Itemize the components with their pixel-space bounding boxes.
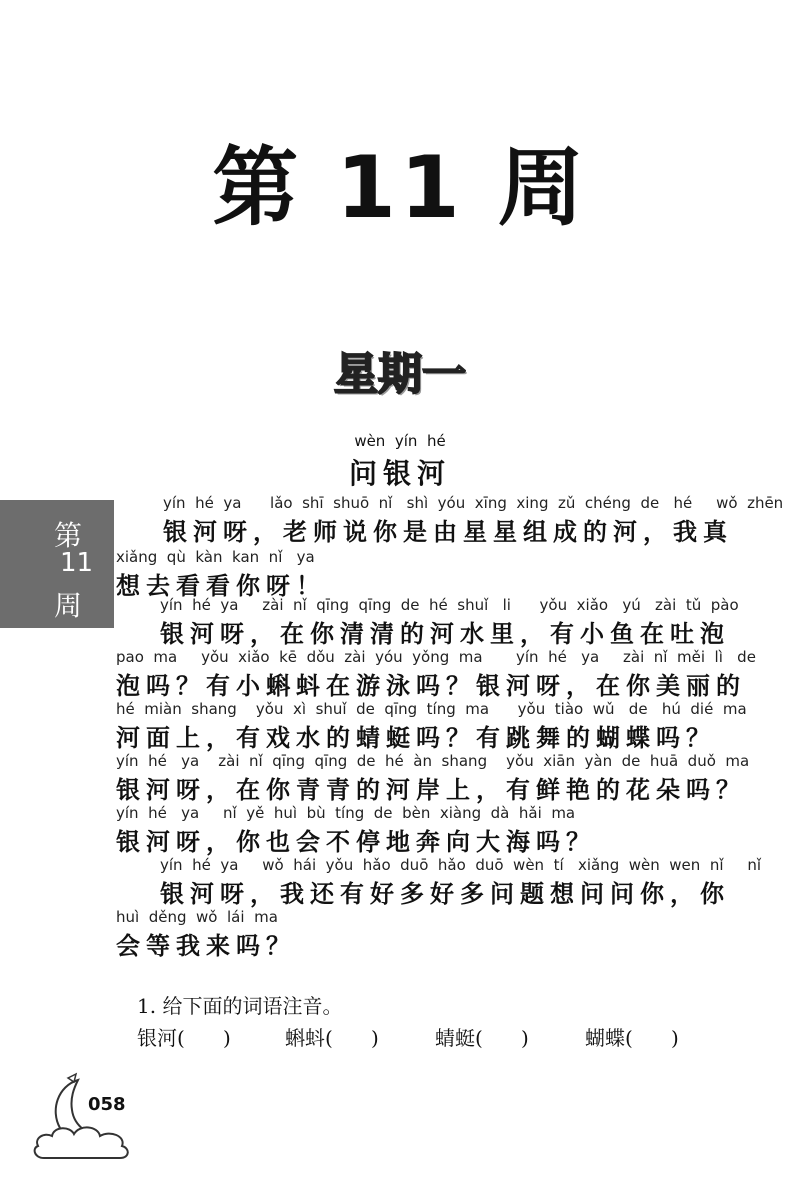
exercise-word-1: 银河( ): [137, 1026, 231, 1050]
moon-cloud-icon: [30, 1072, 140, 1162]
side-tab: [0, 500, 114, 628]
poem-line-5: 河面上，有戏水的蜻蜓吗？有跳舞的蝴蝶吗？: [116, 723, 716, 752]
poem-line-2-pinyin: xiǎng qù kàn kan nǐ ya: [116, 548, 315, 566]
side-tab-line2: 11: [60, 548, 94, 578]
poem-line-9-pinyin: huì děng wǒ lái ma: [116, 908, 278, 926]
poem-title: 问银河: [348, 457, 451, 490]
exercise-word-2: 蝌蚪( ): [285, 1026, 379, 1050]
week-title: 第 11 周: [212, 138, 588, 238]
poem-line-4-pinyin: pao ma yǒu xiǎo kē dǒu zài yóu yǒng ma yín hé ya zài nǐ měi lì de: [116, 648, 756, 666]
poem-line-8-pinyin: yín hé ya wǒ hái yǒu hǎo duō hǎo duō wèn tí xiǎng wèn wen nǐ nǐ: [160, 856, 762, 874]
day-title: 星期一: [334, 349, 466, 400]
exercise-question: 1. 给下面的词语注音。: [137, 994, 343, 1018]
poem-line-6-pinyin: yín hé ya zài nǐ qīng qīng de hé àn shang yǒu xiān yàn de huā duǒ ma: [116, 752, 750, 770]
poem-line-7: 银河呀，你也会不停地奔向大海吗？: [116, 827, 596, 856]
poem-line-3: 银河呀，在你清清的河水里，有小鱼在吐泡: [160, 619, 730, 648]
page-number: 058: [88, 1094, 126, 1115]
poem-line-1-pinyin: yín hé ya lǎo shī shuō nǐ shì yóu xīng xing zǔ chéng de hé wǒ zhēn: [163, 494, 784, 512]
poem-line-7-pinyin: yín hé ya nǐ yě huì bù tíng de bèn xiàng dà hǎi ma: [116, 804, 576, 822]
side-tab-line1: 第: [54, 519, 83, 552]
poem-line-3-pinyin: yín hé ya zài nǐ qīng qīng de hé shuǐ li yǒu xiǎo yú zài tǔ pào: [160, 596, 739, 614]
poem-line-8: 银河呀，我还有好多好多问题想问问你，你: [160, 879, 730, 908]
poem-line-6: 银河呀，在你青青的河岸上，有鲜艳的花朵吗？: [116, 775, 746, 804]
poem-line-9: 会等我来吗？: [116, 931, 296, 960]
poem-line-2: 想去看看你呀！: [116, 571, 326, 600]
poem-line-1: 银河呀，老师说你是由星星组成的河，我真: [163, 517, 733, 546]
exercise-word-3: 蜻蜓( ): [435, 1026, 529, 1050]
poem-line-4: 泡吗？有小蝌蚪在游泳吗？银河呀，在你美丽的: [116, 671, 746, 700]
side-tab-line3: 周: [54, 589, 83, 622]
exercise-word-4: 蝴蝶( ): [585, 1026, 679, 1050]
poem-line-5-pinyin: hé miàn shang yǒu xì shuǐ de qīng tíng ma yǒu tiào wǔ de hú dié ma: [116, 700, 747, 718]
poem-title-pinyin: wèn yín hé: [354, 432, 446, 450]
